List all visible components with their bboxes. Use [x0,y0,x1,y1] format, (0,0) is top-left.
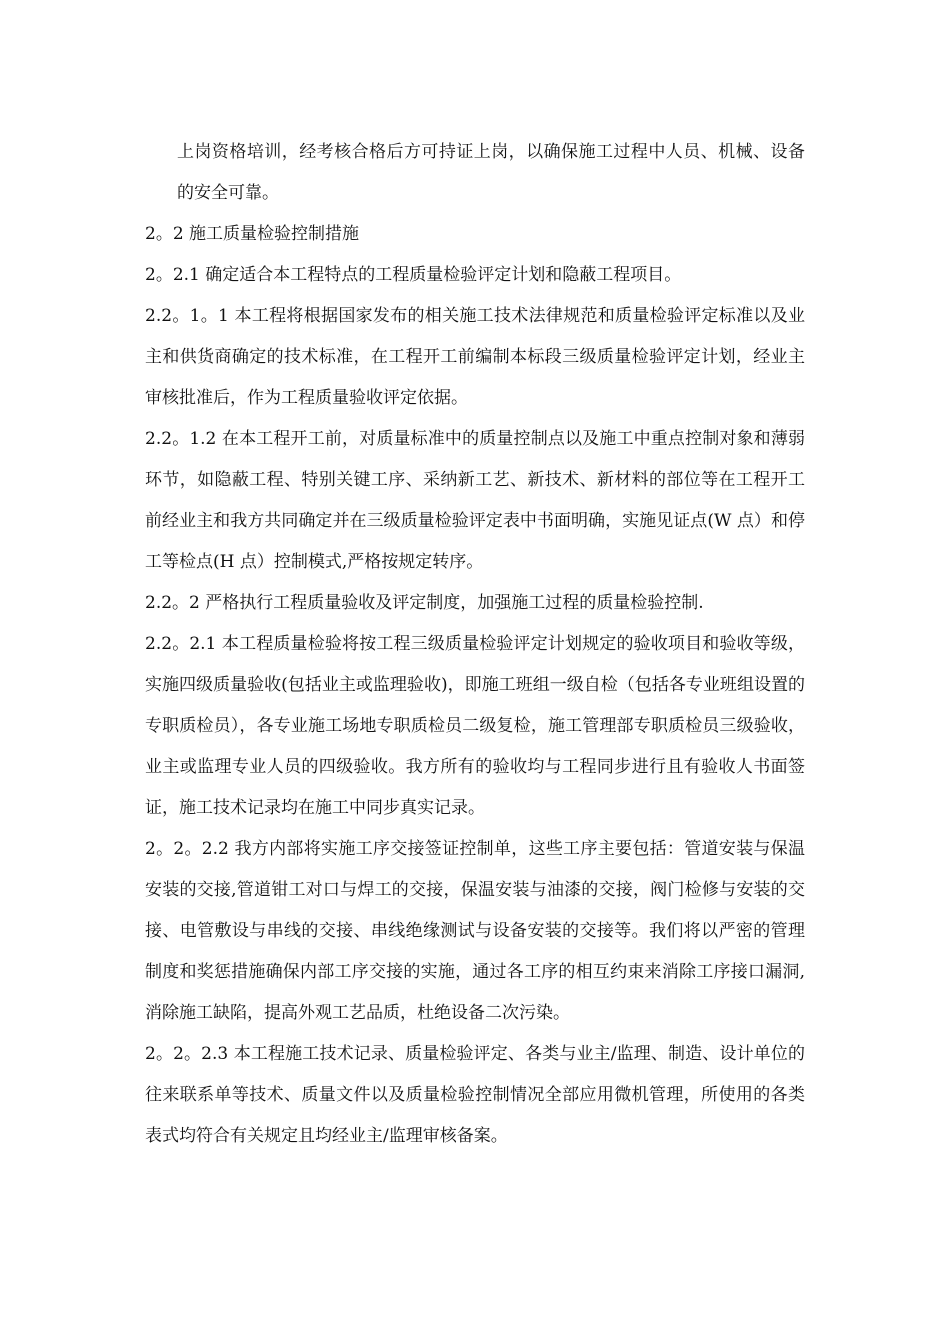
paragraph-2-2-2-2: 2。2。2.2 我方内部将实施工序交接签证控制单，这些工序主要包括：管道安装与保温安装的交接,管道钳工对口与焊工的交接，保温安装与油漆的交接，阀门检修与安装的交接、电管敷设与串线的交接、串线绝缘测试与设备安装的交接等。我们将以严密的管理制度和奖惩措施确保内部工序交接的实施，通过各工序的相互约束来消除工序接口漏洞,消除施工缺陷，提高外观工艺品质，杜绝设备二次污染。 [145,839,805,1023]
paragraph-2-2-1-2: 2.2。1.2 在本工程开工前，对质量标准中的质量控制点以及施工中重点控制对象和薄弱环节，如隐蔽工程、特别关键工序、采纳新工艺、新技术、新材料的部位等在工程开工前经业主和我方共同确定并在三级质量检验评定表中书面明确，实施见证点(W 点）和停工等检点(H 点）控制模式,严格按规定转序。 [145,429,805,572]
paragraph-2-2-2-3: 2。2。2.3 本工程施工技术记录、质量检验评定、各类与业主/监理、制造、设计单位的往来联系单等技术、质量文件以及质量检验控制情况全部应用微机管理，所使用的各类表式均符合有关规定且均经业主/监理审核备案。 [145,1044,805,1146]
document-body [145,132,805,1157]
paragraph-2-2-2-1: 2.2。2.1 本工程质量检验将按工程三级质量检验评定计划规定的验收项目和验收等级，实施四级质量验收(包括业主或监理验收)，即施工班组一级自检（包括各专业班组设置的专职质检员），各专业施工场地专职质检员二级复检，施工管理部专职质检员三级验收，业主或监理专业人员的四级验收。我方所有的验收均与工程同步进行且有验收人书面签证，施工技术记录均在施工中同步真实记录。 [145,634,805,818]
subsection-heading-2-2-1: 2。2.1 确定适合本工程特点的工程质量检验评定计划和隐蔽工程项目。 [145,265,682,285]
section-heading-2-2: 2。2 施工质量检验控制措施 [145,224,360,244]
paragraph-continuation: 上岗资格培训，经考核合格后方可持证上岗，以确保施工过程中人员、机械、设备的安全可靠。 [177,142,805,203]
subsection-heading-2-2-2: 2.2。2 严格执行工程质量验收及评定制度，加强施工过程的质量检验控制. [145,593,704,613]
paragraph-2-2-1-1: 2.2。1。1 本工程将根据国家发布的相关施工技术法律规范和质量检验评定标准以及业主和供货商确定的技术标准，在工程开工前编制本标段三级质量检验评定计划，经业主审核批准后，作为工程质量验收评定依据。 [145,306,805,408]
